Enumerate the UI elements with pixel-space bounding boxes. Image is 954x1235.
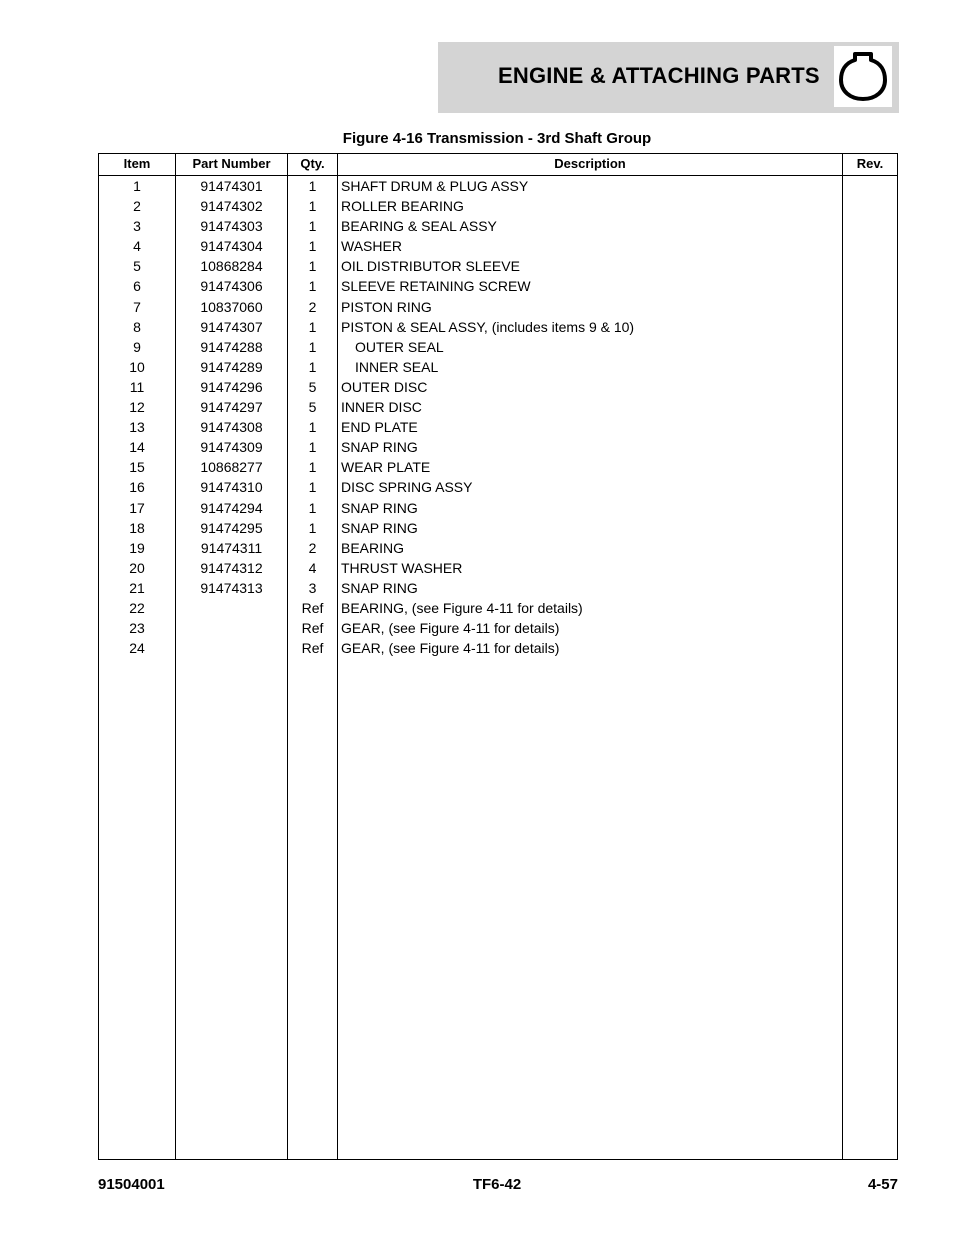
qty-cell: 1 — [308, 258, 317, 275]
figure-title: Figure 4-16 Transmission - 3rd Shaft Group — [342, 130, 652, 147]
description-cell: WEAR PLATE — [341, 459, 431, 476]
description-cell: PISTON & SEAL ASSY, (includes items 9 & 10) — [341, 318, 635, 335]
part-number-cell: 91474297 — [200, 399, 263, 416]
part-number-cell: 91474296 — [200, 378, 263, 395]
part-number-cell: 91474311 — [200, 539, 263, 556]
description-cell: GEAR, (see Figure 4-11 for details) — [341, 620, 560, 637]
table-row — [99, 297, 897, 317]
part-number-cell: 91474294 — [200, 499, 263, 516]
table-row — [99, 317, 897, 337]
part-number-cell: 91474309 — [200, 439, 263, 456]
qty-cell: 1 — [308, 479, 317, 496]
table-row — [99, 457, 897, 477]
qty-cell: 1 — [308, 218, 317, 235]
qty-cell: 1 — [308, 238, 317, 255]
item-cell: 4 — [133, 238, 141, 255]
item-cell: 2 — [133, 198, 141, 215]
table-row — [99, 337, 897, 357]
table-row — [99, 638, 897, 658]
qty-cell: 5 — [308, 378, 317, 395]
qty-cell: Ref — [301, 640, 324, 657]
column-header-part-number: Part Number — [192, 156, 271, 171]
part-number-cell: 10868277 — [200, 459, 263, 476]
engine-icon — [838, 51, 888, 102]
column-header-qty: Qty. — [300, 156, 325, 171]
header-icon-box — [834, 46, 892, 107]
part-number-cell: 10837060 — [200, 298, 263, 315]
part-number-cell: 10868284 — [200, 258, 263, 275]
description-cell: BEARING, (see Figure 4-11 for details) — [341, 599, 583, 616]
item-cell: 20 — [129, 559, 145, 576]
description-cell: OUTER DISC — [341, 378, 428, 395]
description-cell: SLEEVE RETAINING SCREW — [341, 278, 531, 295]
part-number-cell: 91474289 — [200, 358, 263, 375]
description-cell: BEARING — [341, 539, 405, 556]
table-row — [99, 578, 897, 598]
table-row — [99, 236, 897, 256]
qty-cell: 2 — [308, 539, 317, 556]
item-cell: 14 — [129, 439, 145, 456]
qty-cell: 1 — [308, 178, 317, 194]
description-cell: GEAR, (see Figure 4-11 for details) — [341, 640, 560, 657]
item-cell: 12 — [129, 399, 145, 416]
item-cell: 9 — [133, 338, 141, 355]
description-cell: INNER SEAL — [355, 358, 439, 375]
part-number-cell: 91474306 — [200, 278, 263, 295]
part-number-cell: 91474288 — [200, 338, 263, 355]
footer-page-number: 4-57 — [867, 1176, 898, 1193]
qty-cell: 1 — [308, 358, 317, 375]
column-header-item: Item — [123, 156, 151, 171]
item-cell: 23 — [129, 620, 145, 637]
table-row — [99, 397, 897, 417]
qty-cell: 4 — [308, 559, 317, 576]
part-number-cell: 91474310 — [200, 479, 263, 496]
description-cell: INNER DISC — [341, 399, 422, 416]
qty-cell: 1 — [308, 439, 317, 456]
description-cell: BEARING & SEAL ASSY — [341, 218, 497, 235]
part-number-cell: 91474301 — [200, 178, 263, 194]
description-cell: SNAP RING — [341, 439, 418, 456]
item-cell: 17 — [129, 499, 145, 516]
description-cell: DISC SPRING ASSY — [341, 479, 473, 496]
table-row — [99, 216, 897, 236]
item-cell: 16 — [129, 479, 145, 496]
table-row — [99, 357, 897, 377]
item-cell: 3 — [133, 218, 141, 235]
part-number-cell: 91474313 — [200, 579, 263, 596]
qty-cell: 1 — [308, 419, 317, 436]
table-row — [99, 417, 897, 437]
item-cell: 13 — [129, 419, 145, 436]
item-cell: 11 — [129, 378, 145, 395]
item-cell: 6 — [133, 278, 141, 295]
item-cell: 5 — [133, 258, 141, 275]
table-row — [99, 538, 897, 558]
qty-cell: 1 — [308, 198, 317, 215]
item-cell: 7 — [133, 298, 141, 315]
item-cell: 8 — [133, 318, 141, 335]
description-cell: SNAP RING — [341, 519, 418, 536]
item-cell: 24 — [129, 640, 145, 657]
qty-cell: Ref — [301, 599, 324, 616]
qty-cell: 1 — [308, 338, 317, 355]
qty-cell: Ref — [301, 620, 324, 637]
qty-cell: 5 — [308, 399, 317, 416]
section-title: ENGINE & ATTACHING PARTS — [498, 63, 820, 88]
part-number-cell: 91474307 — [200, 318, 263, 335]
part-number-cell: 91474302 — [200, 198, 263, 215]
qty-cell: 1 — [308, 459, 317, 476]
part-number-cell: 91474312 — [200, 559, 263, 576]
part-number-cell: 91474308 — [200, 419, 263, 436]
description-cell: SNAP RING — [341, 579, 418, 596]
item-cell: 1 — [133, 178, 141, 194]
column-header-description: Description — [554, 156, 626, 171]
table-row — [99, 437, 897, 457]
qty-cell: 3 — [308, 579, 317, 596]
qty-cell: 1 — [308, 278, 317, 295]
description-cell: WASHER — [341, 238, 402, 255]
table-row — [99, 176, 897, 196]
footer-doc-number: 91504001 — [98, 1176, 165, 1193]
table-row — [99, 377, 897, 397]
table-row — [99, 276, 897, 296]
table-body — [99, 176, 897, 658]
description-cell: THRUST WASHER — [341, 559, 463, 576]
item-cell: 19 — [129, 539, 145, 556]
qty-cell: 1 — [308, 519, 317, 536]
item-cell: 22 — [129, 599, 145, 616]
item-cell: 18 — [129, 519, 145, 536]
description-cell: OIL DISTRIBUTOR SLEEVE — [341, 258, 520, 275]
table-row — [99, 518, 897, 538]
qty-cell: 2 — [308, 298, 317, 315]
item-cell: 10 — [129, 358, 145, 375]
table-row — [99, 558, 897, 578]
description-cell: SNAP RING — [341, 499, 418, 516]
column-header-rev: Rev. — [856, 156, 884, 171]
qty-cell: 1 — [308, 318, 317, 335]
description-cell: SHAFT DRUM & PLUG ASSY — [341, 178, 529, 194]
section-header — [438, 42, 899, 113]
part-number-cell: 91474303 — [200, 218, 263, 235]
item-cell: 15 — [129, 459, 145, 476]
table-row — [99, 477, 897, 497]
description-cell: PISTON RING — [341, 298, 432, 315]
table-row — [99, 256, 897, 276]
description-cell: END PLATE — [341, 419, 418, 436]
table-row — [99, 618, 897, 638]
parts-table — [98, 153, 898, 1160]
description-cell: OUTER SEAL — [355, 338, 444, 355]
part-number-cell: 91474304 — [200, 238, 263, 255]
footer-model: TF6-42 — [472, 1176, 522, 1193]
item-cell: 21 — [129, 579, 145, 596]
description-cell: ROLLER BEARING — [341, 198, 464, 215]
part-number-cell: 91474295 — [200, 519, 263, 536]
table-row — [99, 598, 897, 618]
qty-cell: 1 — [308, 499, 317, 516]
table-row — [99, 498, 897, 518]
table-row — [99, 196, 897, 216]
